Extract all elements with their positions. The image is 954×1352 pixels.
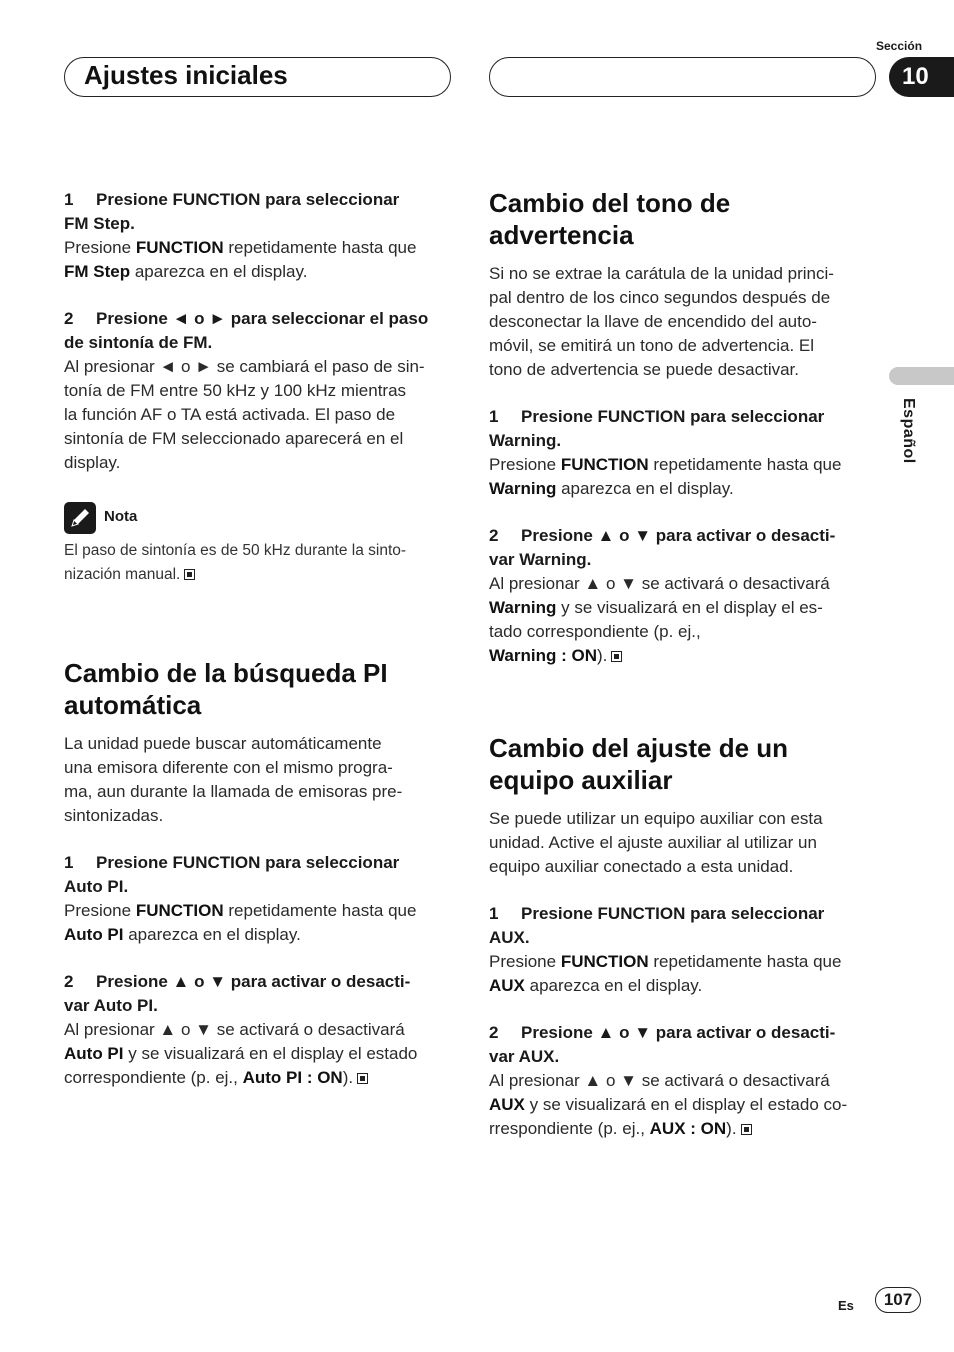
step-body-line: tonía de FM entre 50 kHz y 100 kHz mientras [64,381,407,400]
step-body-line: Al presionar ◄ o ► se cambiará el paso de sin- [64,357,425,376]
step-body-line: Al presionar ▲ o ▼ se activará o desactivará [64,1020,405,1039]
step-title-cont: FM Step. [64,214,135,233]
step-title-cont: Warning. [489,431,562,450]
step-body: Auto PI aparezca en el display. [64,925,301,944]
step-title-cont: de sintonía de FM. [64,333,213,352]
end-mark-icon [184,569,195,580]
header-blank-frame [489,57,876,97]
step-title: 1 Presione FUNCTION para seleccionar [64,853,400,872]
language-tab [889,367,954,385]
step-title: 2 Presione ◄ o ► para seleccionar el paso [64,309,429,328]
step-title: 2 Presione ▲ o ▼ para activar o desacti- [64,972,411,991]
step-body-line: rrespondiente (p. ej., AUX : ON). [489,1117,881,1141]
section-heading: Cambio del tono de [489,188,731,218]
language-label: Español [900,398,917,464]
step-body-line: Warning : ON). [489,644,881,668]
step-body-line: tado correspondiente (p. ej., [489,622,701,641]
note-label: Nota [104,508,138,525]
section-heading-cont: automática [64,690,202,720]
aux-section [489,732,881,1141]
warning-section [489,187,881,668]
step-title-cont: var AUX. [489,1047,560,1066]
step-body-line: Auto PI y se visualizará en el display el estado [64,1044,418,1063]
step-body: FM Step aparezca en el display. [64,262,308,281]
section-heading: Cambio del ajuste de un [489,733,789,763]
footer-language-code: Es [838,1298,854,1313]
auto-pi-section [64,657,456,1090]
page-number: 107 [875,1287,921,1313]
intro-line: tono de advertencia se puede desactivar. [489,360,799,379]
step-title-cont: var Auto PI. [64,996,158,1015]
end-mark-icon [611,651,622,662]
intro-line: una emisora diferente con el mismo progra- [64,758,393,777]
note-text [64,539,456,587]
step-body-line: Al presionar ▲ o ▼ se activará o desactivará [489,1071,830,1090]
intro-line: desconectar la llave de encendido del auto- [489,312,817,331]
step-body: Presione FUNCTION repetidamente hasta que [489,952,842,971]
step-body-line: Al presionar ▲ o ▼ se activará o desactivará [489,574,830,593]
step-body-line: Warning y se visualizará en el display el es- [489,598,823,617]
intro-line: móvil, se emitirá un tono de advertencia. El [489,336,815,355]
step-title-cont: AUX. [489,928,530,947]
note-line: El paso de sintonía es de 50 kHz durante la sinto- [64,542,407,559]
intro-line: Se puede utilizar un equipo auxiliar con esta [489,809,823,828]
intro-line: ma, aun durante la llamada de emisoras pre- [64,782,403,801]
step-title: 2 Presione ▲ o ▼ para activar o desacti- [489,526,836,545]
step-title: 1 Presione FUNCTION para seleccionar [489,407,825,426]
step-title-cont: var Warning. [489,550,592,569]
page-title: Ajustes iniciales [84,60,288,90]
step-title: 1 Presione FUNCTION para seleccionar [64,190,400,209]
intro-line: Si no se extrae la carátula de la unidad princi- [489,264,834,283]
intro-line: unidad. Active el ajuste auxiliar al utilizar un [489,833,817,852]
step-body-line: la función AF o TA está activada. El paso de [64,405,396,424]
step-title: 2 Presione ▲ o ▼ para activar o desacti- [489,1023,836,1042]
section-number-badge: 10 [889,57,954,97]
step-body-line: correspondiente (p. ej., Auto PI : ON). [64,1066,456,1090]
intro-line: sintonizadas. [64,806,164,825]
note-line: nización manual. [64,563,456,587]
step-body: Presione FUNCTION repetidamente hasta que [64,238,417,257]
section-heading-cont: equipo auxiliar [489,765,673,795]
step-body-line: AUX y se visualizará en el display el estado co- [489,1095,848,1114]
fm-step-section [64,188,456,475]
note-pencil-icon [64,502,96,534]
step-body: AUX aparezca en el display. [489,976,703,995]
intro-line: pal dentro de los cinco segundos después de [489,288,831,307]
step-title: 1 Presione FUNCTION para seleccionar [489,904,825,923]
step-body: Presione FUNCTION repetidamente hasta que [64,901,417,920]
section-label: Sección [876,39,923,53]
end-mark-icon [357,1073,368,1084]
step-body: Presione FUNCTION repetidamente hasta que [489,455,842,474]
intro-line: La unidad puede buscar automáticamente [64,734,382,753]
section-heading-cont: advertencia [489,220,634,250]
end-mark-icon [741,1124,752,1135]
step-body-line: sintonía de FM seleccionado aparecerá en el [64,429,404,448]
step-title-cont: Auto PI. [64,877,129,896]
step-body-line: display. [64,453,121,472]
step-body: Warning aparezca en el display. [489,479,734,498]
section-heading: Cambio de la búsqueda PI [64,658,388,688]
intro-line: equipo auxiliar conectado a esta unidad. [489,857,794,876]
